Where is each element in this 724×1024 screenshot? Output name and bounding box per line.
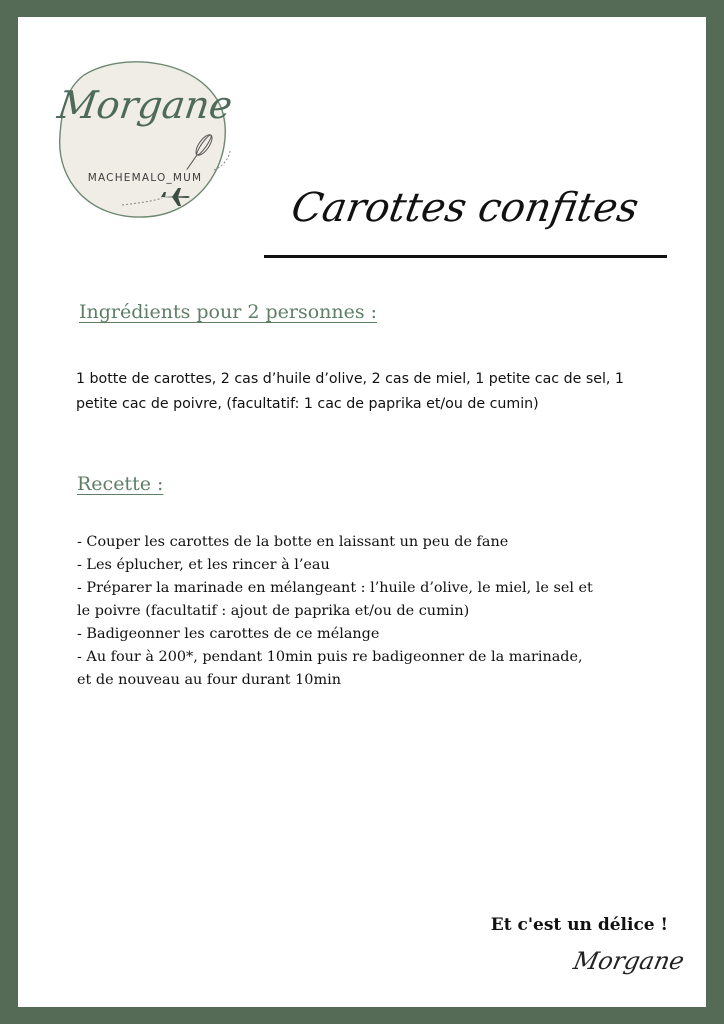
recette-line: - Couper les carottes de la botte en laissant un peu de fane: [77, 534, 509, 550]
recipe-page: [18, 17, 706, 1007]
logo-badge: [54, 55, 236, 221]
title-underline: [264, 255, 667, 258]
ingredients-heading: Ingrédients pour 2 personnes :: [79, 301, 378, 323]
logo-name: Morgane: [54, 83, 236, 127]
signature: Morgane: [571, 947, 687, 975]
logo-subtitle: MACHEMALO_MUM: [87, 172, 203, 184]
recette-line: - Au four à 200*, pendant 10min puis re badigeonner de la marinade,: [77, 649, 583, 665]
page-title: Carottes confites: [287, 185, 643, 231]
ingredients-line: 1 botte de carottes, 2 cas d’huile d’olive, 2 cas de miel, 1 petite cac de sel, 1: [76, 371, 624, 387]
closing-text: Et c'est un délice !: [490, 915, 668, 935]
recette-line: et de nouveau au four durant 10min: [77, 672, 341, 688]
recette-steps: [77, 531, 677, 692]
recette-heading: Recette :: [77, 473, 164, 495]
logo: [54, 55, 236, 221]
ingredients-line: petite cac de poivre, (facultatif: 1 cac de paprika et/ou de cumin): [76, 396, 539, 412]
recette-line: le poivre (facultatif : ajout de paprika et/ou de cumin): [77, 603, 470, 619]
recette-line: - Préparer la marinade en mélangeant : l’huile d’olive, le miel, le sel et: [77, 580, 593, 596]
recette-line: - Les éplucher, et les rincer à l’eau: [77, 557, 330, 573]
ingredients-text: [76, 367, 686, 417]
recette-line: - Badigeonner les carottes de ce mélange: [77, 626, 380, 642]
